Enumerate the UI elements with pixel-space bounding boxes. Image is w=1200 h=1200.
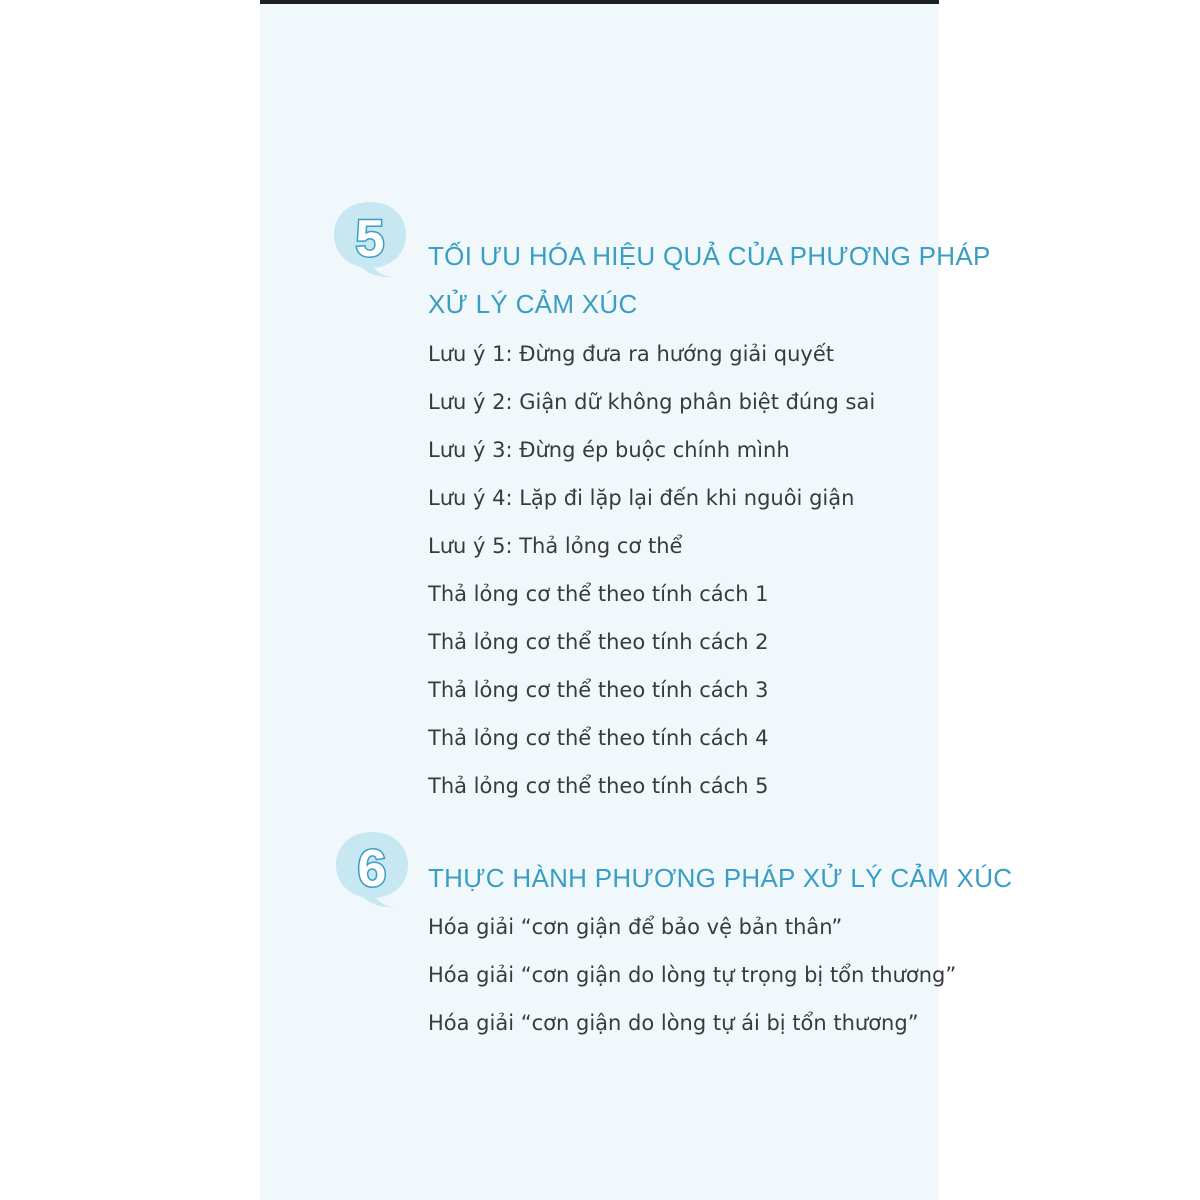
section-number: 6: [357, 840, 387, 898]
section-title: THỰC HÀNH PHƯƠNG PHÁP XỬ LÝ CẢM XÚC: [428, 863, 1013, 893]
toc-item: Hóa giải “cơn giận do lòng tự ái bị tổn thương”: [428, 1011, 919, 1035]
toc-item: Lưu ý 5: Thả lỏng cơ thể: [428, 534, 683, 558]
toc-list: [428, 903, 956, 1047]
toc-item: Lưu ý 4: Lặp đi lặp lại đến khi nguôi giận: [428, 486, 855, 510]
toc-list: [428, 330, 875, 810]
section-number: 5: [355, 210, 385, 268]
top-border: [260, 0, 939, 4]
speech-bubble-icon: [332, 828, 412, 908]
section-title: TỐI ƯU HÓA HIỆU QUẢ CỦA PHƯƠNG PHÁP: [428, 241, 991, 271]
toc-item: Lưu ý 1: Đừng đưa ra hướng giải quyết: [428, 342, 835, 366]
toc-item: Thả lỏng cơ thể theo tính cách 2: [428, 630, 769, 654]
toc-item: Lưu ý 2: Giận dữ không phân biệt đúng sai: [428, 390, 876, 414]
toc-item: Hóa giải “cơn giận do lòng tự trọng bị tổn thương”: [428, 963, 957, 987]
speech-bubble-icon: [330, 198, 410, 278]
toc-item: Hóa giải “cơn giận để bảo vệ bản thân”: [428, 915, 843, 939]
book-page: [260, 0, 1013, 1200]
toc-item: Thả lỏng cơ thể theo tính cách 4: [428, 726, 769, 750]
section-title: XỬ LÝ CẢM XÚC: [428, 289, 638, 319]
toc-item: Thả lỏng cơ thể theo tính cách 1: [428, 582, 769, 606]
toc-item: Lưu ý 3: Đừng ép buộc chính mình: [428, 438, 790, 462]
toc-item: Thả lỏng cơ thể theo tính cách 3: [428, 678, 769, 702]
toc-item: Thả lỏng cơ thể theo tính cách 5: [428, 774, 769, 798]
